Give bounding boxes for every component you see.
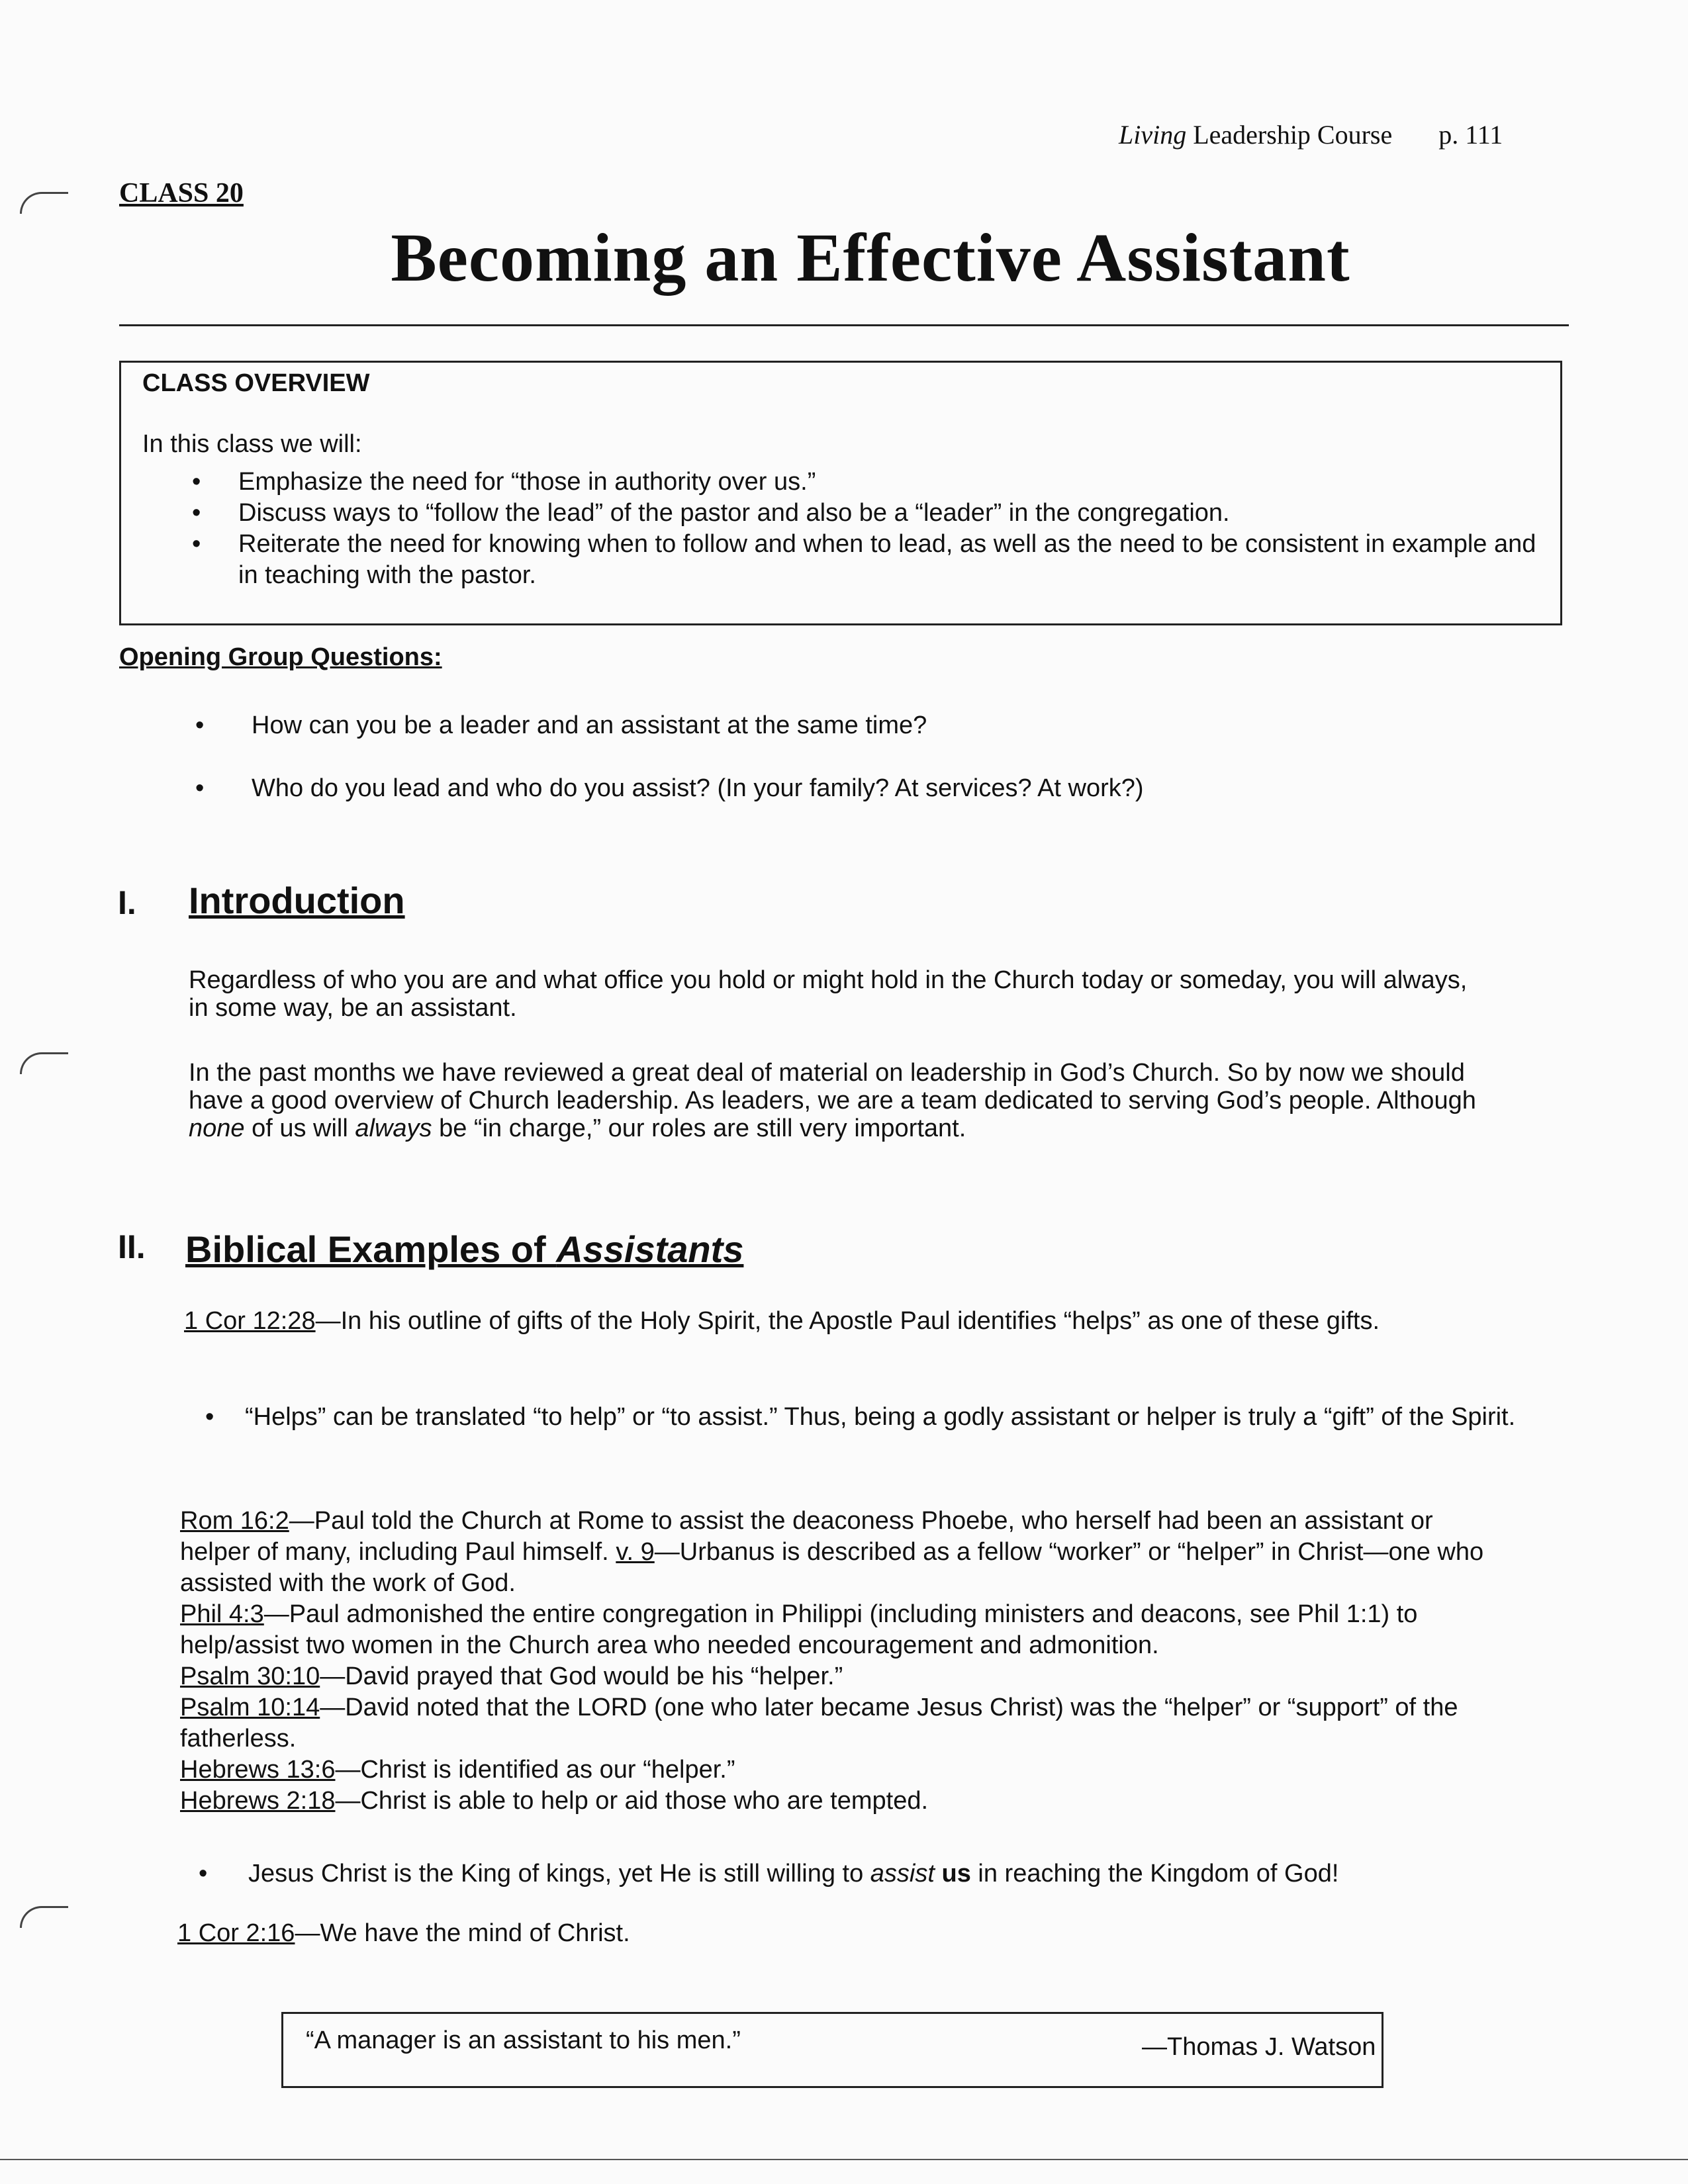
- scripture-reference: 1 Cor 12:28: [184, 1307, 316, 1335]
- scripture-references-list: [180, 1506, 1504, 1817]
- scripture-entry: Hebrews 13:6—Christ is identified as our “helper.”: [180, 1756, 735, 1784]
- section-title-introduction: Introduction: [189, 880, 405, 921]
- page-bottom-edge: [0, 2159, 1688, 2160]
- binder-hole-mark: [20, 1052, 68, 1074]
- scripture-reference: 1 Cor 2:16: [177, 1919, 295, 1947]
- list-item: • Emphasize the need for “those in authority over us.”: [185, 467, 1542, 498]
- quote-author: —Thomas J. Watson: [1142, 2033, 1376, 2061]
- course-name-italic: Living: [1119, 120, 1187, 150]
- scripture-entry: Psalm 30:10—David prayed that God would be his “helper.”: [180, 1662, 843, 1690]
- class-label: CLASS 20: [119, 178, 244, 208]
- scripture-entry: Rom 16:2—Paul told the Church at Rome to assist the deaconess Phoebe, who herself had been an assistant or helper of many, including Paul himself. v. 9—Urbanus is described as a fellow “worker” or “helper” in Christ—one who assisted with the work of God.: [180, 1507, 1484, 1597]
- scripture-entry: Phil 4:3—Paul admonished the entire congregation in Philippi (including ministers and deacons, see Phil 1:1) to help/assist two women in the Church area who needed encouragement and admonition.: [180, 1600, 1418, 1659]
- bullet-icon: •: [195, 774, 205, 802]
- bullet-icon: •: [192, 530, 201, 558]
- section-number: II.: [118, 1228, 146, 1265]
- page-title: Becoming an Effective Assistant: [391, 220, 1350, 296]
- title-divider: [119, 324, 1569, 326]
- intro-paragraph-2: In the past months we have reviewed a great deal of material on leadership in God’s Church. So by now we should have a good overview of Church leadership. As leaders, we are a team dedicated to serving God’s people. Although none of us will always be “in charge,” our roles are still very important.: [189, 1059, 1476, 1142]
- quote-text: “A manager is an assistant to his men.”: [306, 2026, 741, 2054]
- running-header: [1119, 119, 1503, 150]
- scripture-reference: Phil 4:3: [180, 1600, 264, 1628]
- overview-heading: CLASS OVERVIEW: [142, 369, 370, 397]
- scripture-paragraph: 1 Cor 2:16—We have the mind of Christ.: [177, 1919, 630, 1947]
- overview-intro: In this class we will:: [142, 430, 362, 458]
- list-item: • Reiterate the need for knowing when to follow and when to lead, as well as the need to be consistent in example and in teaching with the pastor.: [192, 530, 1536, 589]
- scripture-entry: Psalm 10:14—David noted that the LORD (one who later became Jesus Christ) was the “helper” or “support” of the fatherless.: [180, 1694, 1458, 1752]
- scripture-reference: Hebrews 13:6: [180, 1756, 336, 1784]
- list-item: • How can you be a leader and an assistant at the same time?: [195, 711, 927, 739]
- bullet-icon: •: [205, 1403, 214, 1431]
- list-item: • Discuss ways to “follow the lead” of the pastor and also be a “leader” in the congregation.: [185, 498, 1542, 529]
- scripture-reference: Rom 16:2: [180, 1507, 289, 1535]
- list-item: • Who do you lead and who do you assist? (In your family? At services? At work?): [195, 774, 1144, 802]
- binder-hole-mark: [20, 1906, 68, 1928]
- intro-paragraph-1: Regardless of who you are and what office you hold or might hold in the Church today or someday, you will always, in some way, be an assistant.: [189, 966, 1468, 1022]
- list-item: • “Helps” can be translated “to help” or “to assist.” Thus, being a godly assistant or helper is truly a “gift” of the Spirit.: [205, 1403, 1516, 1431]
- scripture-reference: v. 9: [616, 1538, 655, 1566]
- bullet-icon: •: [192, 499, 201, 527]
- scripture-paragraph: 1 Cor 12:28—In his outline of gifts of the Holy Spirit, the Apostle Paul identifies “helps” as one of these gifts.: [184, 1307, 1380, 1335]
- scripture-reference: Psalm 30:10: [180, 1662, 320, 1690]
- section-number: I.: [118, 884, 136, 921]
- bullet-icon: •: [195, 711, 205, 739]
- list-item: • Jesus Christ is the King of kings, yet He is still willing to assist us in reaching the Kingdom of God!: [199, 1860, 1339, 1888]
- section-title-biblical-examples: Biblical Examples of Assistants: [185, 1228, 744, 1270]
- opening-questions-list: [195, 711, 1552, 837]
- scripture-reference: Hebrews 2:18: [180, 1787, 336, 1815]
- bullet-icon: •: [199, 1860, 208, 1888]
- bullet-icon: •: [192, 468, 201, 496]
- page-number: p. 111: [1438, 120, 1503, 150]
- binder-hole-mark: [20, 192, 68, 214]
- scripture-reference: Psalm 10:14: [180, 1694, 320, 1721]
- overview-list: [185, 467, 1542, 591]
- course-name: Leadership Course: [1193, 120, 1393, 150]
- scripture-entry: Hebrews 2:18—Christ is able to help or aid those who are tempted.: [180, 1787, 929, 1815]
- opening-questions-heading: Opening Group Questions:: [119, 643, 442, 671]
